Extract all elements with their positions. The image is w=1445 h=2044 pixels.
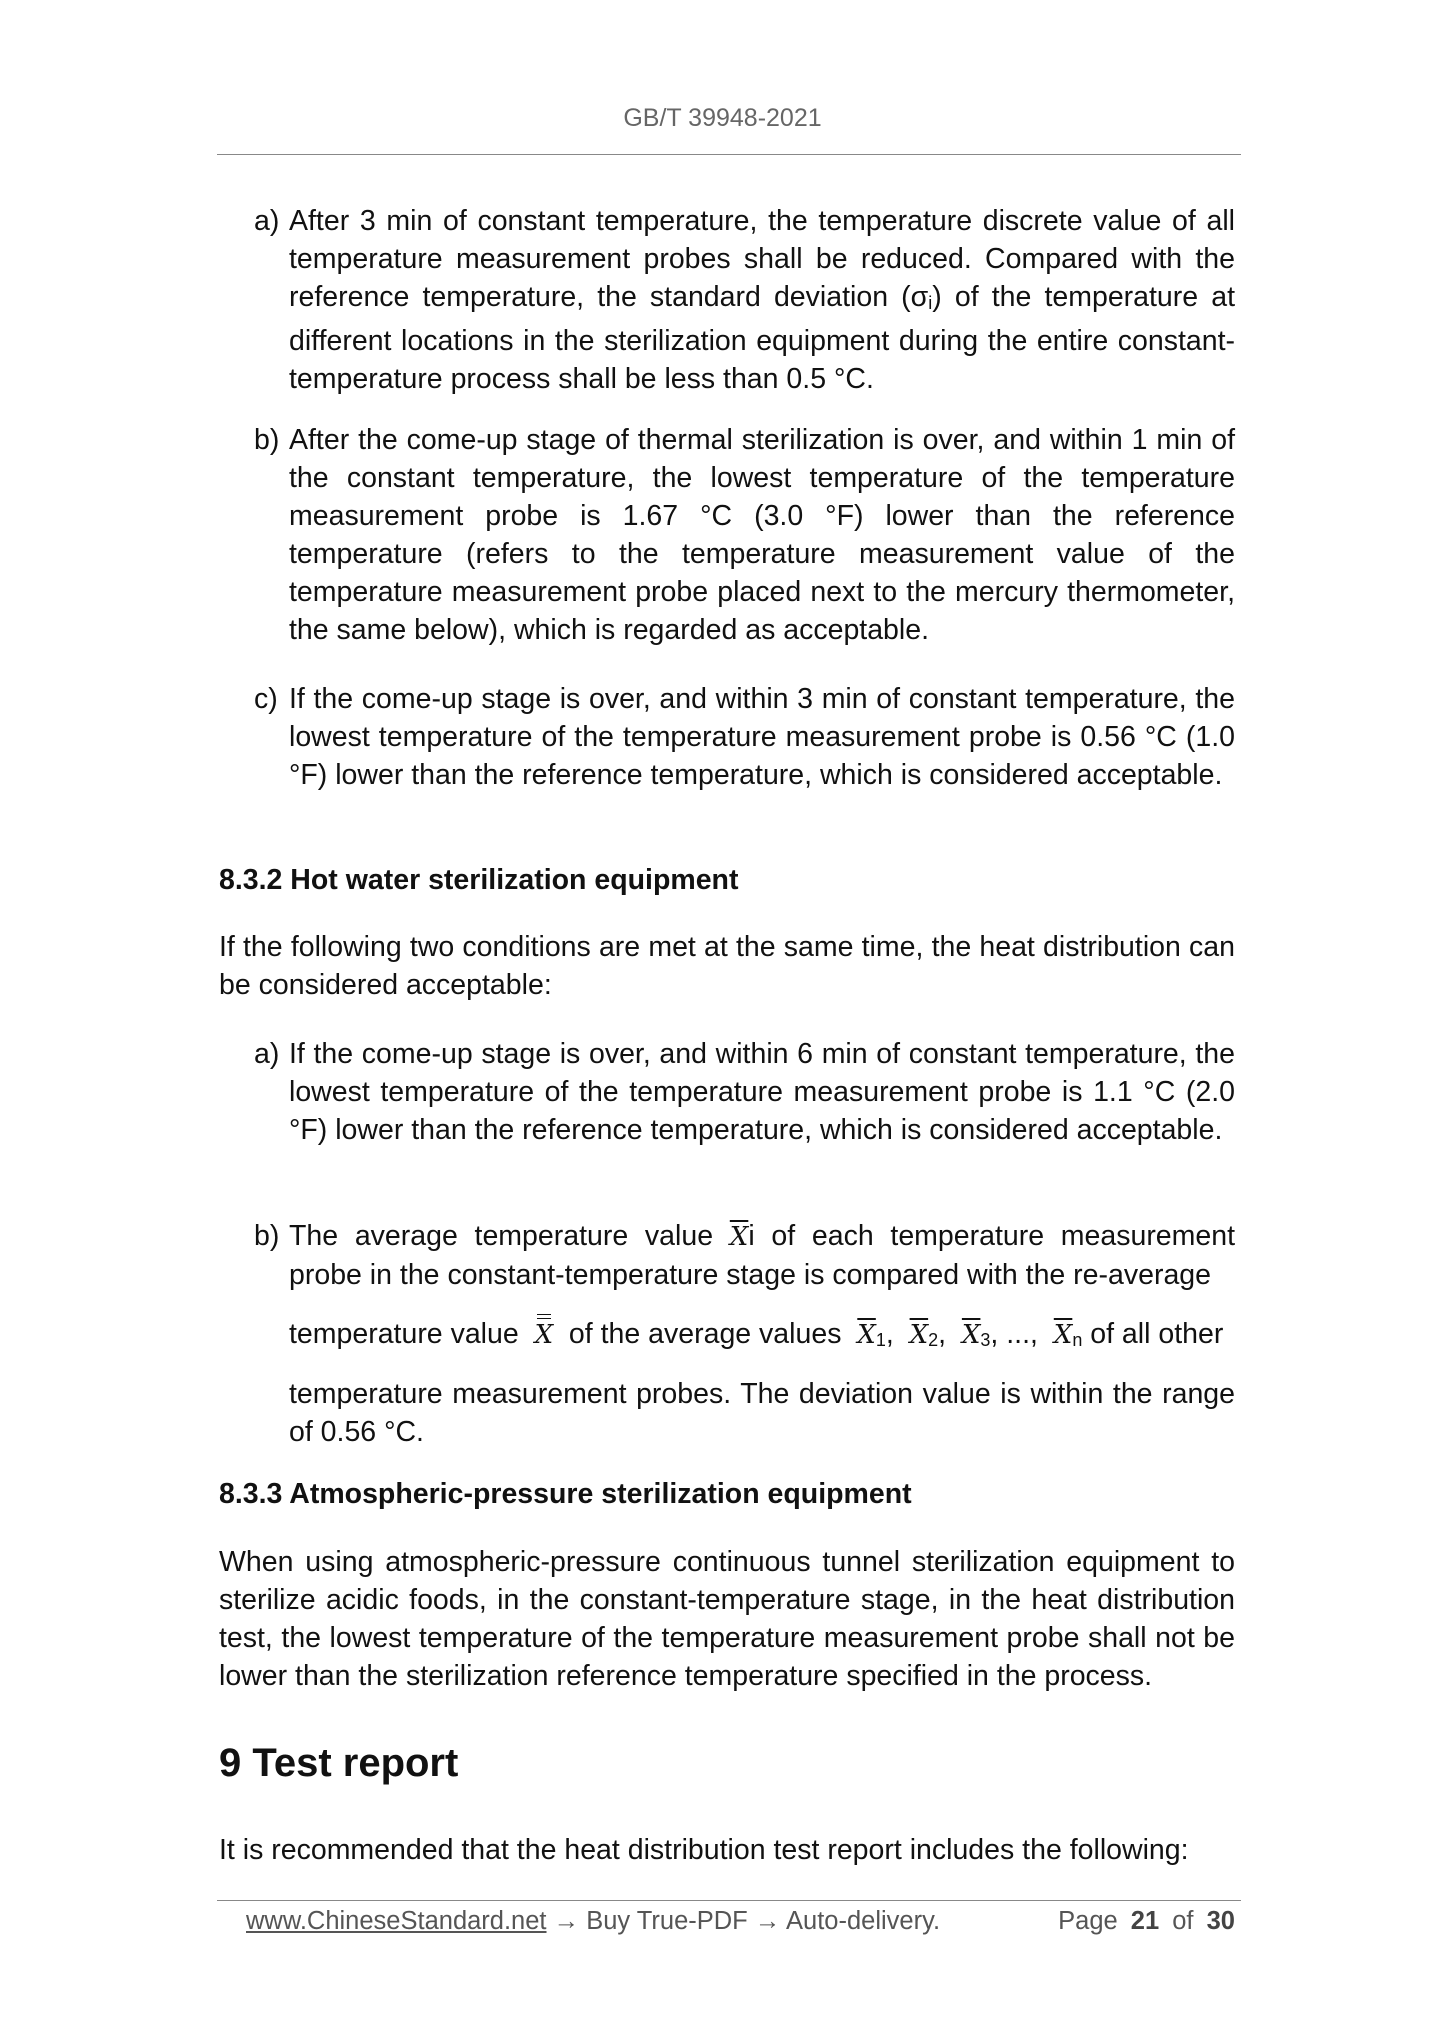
item-label: a) <box>254 1038 280 1070</box>
section-heading: 9 Test report <box>219 1741 459 1785</box>
item-text: After the come-up stage of thermal sterilization is over, and within 1 min of the constant temperature, the lowest temperature of the temperature measurement probe is 1.67 °C (3.0 °F) lower than the reference temperature (refers to the temperature measurement value of the temperature measurement probe placed next to the mercury thermometer, the same below), which is regarded as acceptable. <box>289 424 1235 646</box>
arrow-icon: → <box>553 1907 580 1935</box>
item-label: b) <box>254 424 280 456</box>
item-text-end: temperature measurement probes. The deviation value is within the range of 0.56 °C. <box>289 1378 1235 1448</box>
document-id-header: GB/T 39948-2021 <box>623 104 822 132</box>
section-9 <box>219 1738 1235 1788</box>
paragraph: When using atmospheric-pressure continuous tunnel sterilization equipment to sterilize acidic foods, in the constant-temperature stage, in the heat distribution test, the lowest temperature of the temperature measurement probe shall not be lower than the sterilization reference temperature specified in the process. <box>219 1546 1235 1692</box>
item-label: b) <box>254 1220 280 1252</box>
x-bar-symbol: $\overline{X}$ <box>729 1222 749 1252</box>
list-item-b <box>254 1217 1235 1451</box>
paragraph: If the following two conditions are met at the same time, the heat distribution can be considered acceptable: <box>219 931 1235 1001</box>
list-item-b <box>254 421 1235 649</box>
item-text: If the come-up stage is over, and within 6 min of constant temperature, the lowest temperature of the temperature measurement probe is 1.1 °C (2.0 °F) lower than the reference temperature, which is considered acceptable. <box>289 1038 1235 1146</box>
arrow-icon: → <box>754 1907 781 1935</box>
item-text: The average temperature value $\overline{X}i$ of each temperature measurement probe in the constant-temperature stage is compared with the re-average <box>289 1220 1236 1291</box>
item-label: a) <box>254 205 280 237</box>
footer-promo: www.ChineseStandard.net → Buy True-PDF → Auto-delivery. <box>246 1907 941 1935</box>
list-item-a <box>254 1035 1235 1149</box>
section-heading: 8.3.2 Hot water sterilization equipment <box>219 864 739 896</box>
item-text: If the come-up stage is over, and within 3 min of constant temperature, the lowest temperature of the temperature measurement probe is 0.56 °C (1.0 °F) lower than the reference temperature, which is considered acceptable. <box>289 683 1235 791</box>
page-number: Page 21 of 30 <box>1058 1907 1235 1935</box>
website-link[interactable]: www.ChineseStandard.net <box>246 1907 547 1935</box>
header-divider <box>217 154 1241 155</box>
list-item-c <box>254 680 1235 794</box>
section-8-3-3 <box>219 1475 1235 1513</box>
list-item-a <box>254 202 1235 398</box>
formula-line: temperature value X of the average values $\overline{X}_1$, $\overline{X}_2$, $\overline{X}_3$, ..., $\overline{X}_n$ of all other <box>289 1314 1235 1360</box>
paragraph: It is recommended that the heat distribution test report includes the following: <box>219 1834 1189 1866</box>
item-label: c) <box>254 683 278 715</box>
section-heading: 8.3.3 Atmospheric-pressure sterilization equipment <box>219 1478 912 1510</box>
x-double-bar-symbol: X <box>535 1315 554 1355</box>
item-text: After 3 min of constant temperature, the temperature discrete value of all temperature measurement probes shall be reduced. Compared with the reference temperature, the standard deviation $(\sigma_i)$ of the temperature at different locations in the sterilization equipment during the entire constant-temperature process shall be less than 0.5 °C. <box>289 205 1236 395</box>
footer-divider <box>217 1900 1241 1901</box>
section-8-3-2 <box>219 861 1235 899</box>
